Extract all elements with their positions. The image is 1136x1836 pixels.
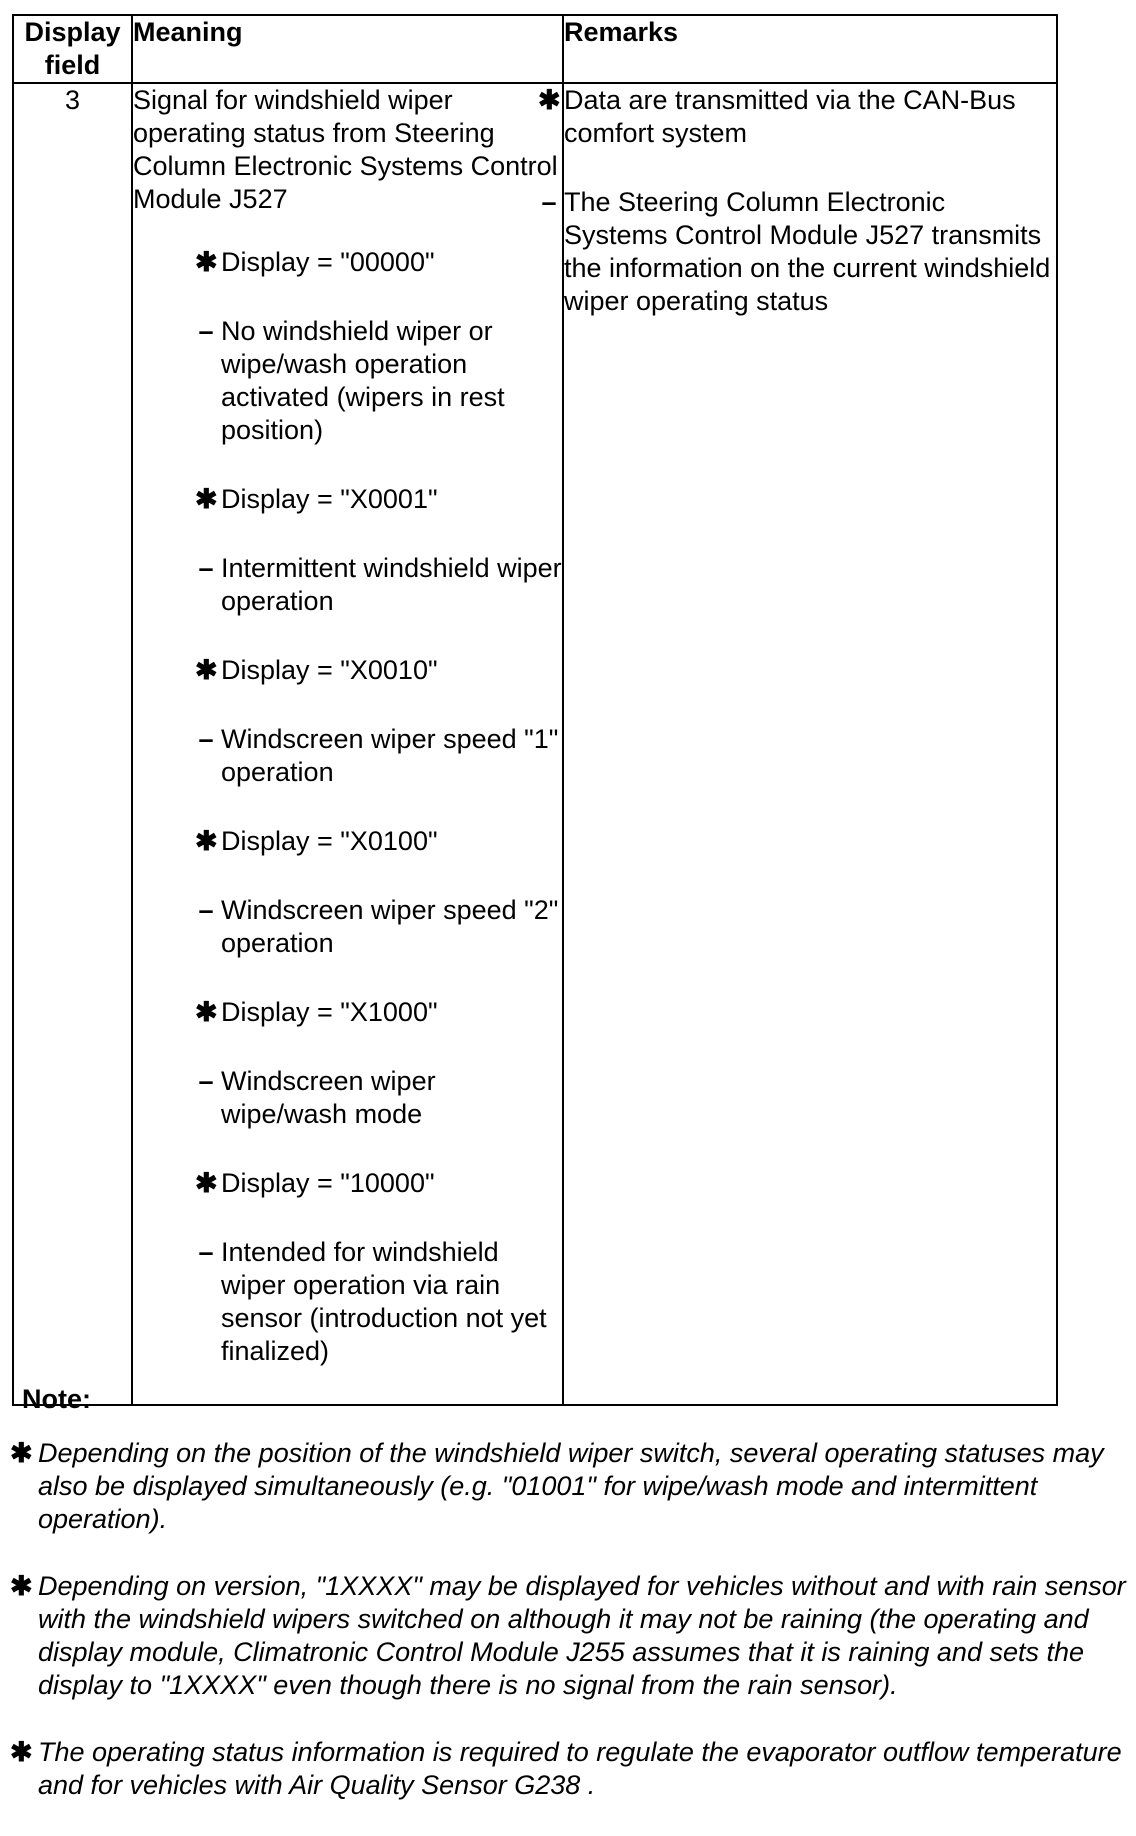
note-list [10, 1437, 1128, 1836]
meaning-cell [132, 83, 563, 1405]
data-table [12, 14, 1058, 1406]
note-item-text: The operating status information is required to regulate the evaporator outflow temperature and for vehicles with Air Quality Sensor G238 . [38, 1737, 1122, 1800]
dash-bullet-icon: – [198, 1066, 214, 1096]
meaning-item [198, 723, 562, 789]
dash-bullet-icon: – [198, 316, 214, 346]
header-display-field-line1: Display [24, 17, 121, 47]
meaning-item [195, 825, 562, 858]
note-title: Note: [22, 1384, 91, 1414]
remarks-cell [538, 83, 1057, 1405]
asterisk-bullet-icon: ✱ [10, 1737, 33, 1767]
asterisk-bullet-icon: ✱ [195, 826, 218, 856]
meaning-item-text: Display = "X0001" [221, 484, 438, 514]
meaning-item [198, 894, 562, 960]
asterisk-bullet-icon: ✱ [195, 247, 218, 277]
dash-bullet-icon: – [541, 187, 557, 217]
note-item [10, 1570, 1128, 1702]
meaning-item [198, 552, 562, 618]
header-meaning: Meaning [132, 15, 563, 83]
meaning-item [198, 1065, 562, 1131]
header-display-field-line2: field [44, 50, 101, 80]
meaning-item [195, 483, 562, 516]
meaning-item [195, 996, 562, 1029]
remarks-item-text: The Steering Column Electronic Systems Control Module J527 transmits the information on the current windshield wiper operating status [564, 187, 1051, 316]
asterisk-bullet-icon: ✱ [538, 85, 561, 115]
meaning-item-text: Display = "X0010" [221, 655, 438, 685]
asterisk-bullet-icon: ✱ [195, 484, 218, 514]
display-field-value: 3 [13, 83, 132, 1405]
dash-bullet-icon: – [198, 1237, 214, 1267]
remarks-list [538, 84, 1056, 318]
asterisk-bullet-icon: ✱ [195, 997, 218, 1027]
meaning-item [195, 1167, 562, 1200]
meaning-list [133, 246, 562, 1368]
header-display-field [13, 15, 132, 83]
meaning-intro: Signal for windshield wiper operating status from Steering Column Electronic Systems Control Module J527 [133, 85, 558, 214]
meaning-item-text: Intermittent windshield wiper operation [221, 553, 562, 616]
asterisk-bullet-icon: ✱ [195, 655, 218, 685]
meaning-item [198, 1236, 562, 1368]
note-item-text: Depending on the position of the windshield wiper switch, several operating statuses may also be displayed simultaneously (e.g. "01001" for wipe/wash mode and intermittent operation). [38, 1438, 1104, 1534]
meaning-item-text: Intended for windshield wiper operation via rain sensor (introduction not yet finalized) [221, 1237, 547, 1366]
meaning-item-text: Windscreen wiper wipe/wash mode [221, 1066, 436, 1129]
meaning-item-text: Display = "00000" [221, 247, 435, 277]
remarks-item-text: Data are transmitted via the CAN-Bus comfort system [564, 85, 1016, 148]
dash-bullet-icon: – [198, 895, 214, 925]
note-item-text: Depending on version, "1XXXX" may be displayed for vehicles without and with rain sensor with the windshield wipers switched on although it may not be raining (the operating and display module, Climatronic Control Module J255 assumes that it is raining and sets the display to "1XXXX" even though there is no signal from the rain sensor). [38, 1571, 1126, 1700]
asterisk-bullet-icon: ✱ [10, 1438, 33, 1468]
header-row [13, 15, 1057, 83]
meaning-item-text: Display = "X0100" [221, 826, 438, 856]
header-remarks: Remarks [563, 15, 1057, 83]
asterisk-bullet-icon: ✱ [10, 1571, 33, 1601]
asterisk-bullet-icon: ✱ [195, 1168, 218, 1198]
remarks-item [541, 186, 1056, 318]
note-item [10, 1736, 1128, 1802]
meaning-item-text: Display = "10000" [221, 1168, 435, 1198]
remarks-item [538, 84, 1056, 150]
meaning-item-text: Windscreen wiper speed "1" operation [221, 724, 559, 787]
dash-bullet-icon: – [198, 553, 214, 583]
dash-bullet-icon: – [198, 724, 214, 754]
note-item [10, 1437, 1128, 1536]
meaning-item-text: No windshield wiper or wipe/wash operation activated (wipers in rest position) [221, 316, 505, 445]
meaning-item-text: Windscreen wiper speed "2" operation [221, 895, 559, 958]
table-row [13, 83, 1057, 1405]
meaning-item [198, 315, 562, 447]
meaning-item-text: Display = "X1000" [221, 997, 438, 1027]
meaning-item [195, 654, 562, 687]
meaning-item [195, 246, 562, 279]
